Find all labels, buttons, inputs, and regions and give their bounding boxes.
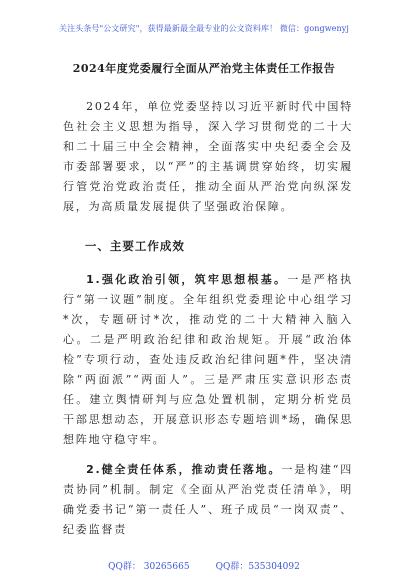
- footer-contacts: [0, 559, 408, 572]
- work-item-1-text: 一是严格执行“第一议题”制度。全年组织党委理论中心组学习*次，专题研讨*次，推动党的二十大精神入脑入心。二是严明政治纪律和政治规矩。开展“政治体检”专项行动，查处违反政治纪律问题*件，坚决清除“两面派”“两面人”。三是严肃压实意识形态责任。建立舆情研判与应急处置机制，定期分析党员干部思想动态，开展意识形态专题培训*场，确保思想阵地守稳守牢。: [63, 273, 354, 446]
- work-item-2-text: 一是构建“四责协同”机制。制定《全面从严治党责任清单》，明确党委书记“第一责任人”、班子成员“一岗双责”、纪委监督责: [63, 463, 353, 536]
- intro-paragraph: 2024年，单位党委坚持以习近平新时代中国特色社会主义思想为指导，深入学习贯彻党的二十大和二十届三中全会精神，全面落实中央纪委全会及市委部署要求，以“严”的主基调贯穿始终，切实履行管党治党政治责任，推动全面从严治党向纵深发展，为高质量发展提供了坚强政治保障。: [63, 100, 353, 213]
- section-heading: 一、主要工作成效: [84, 239, 185, 253]
- work-item-2-lead: 2.健全责任体系，推动责任落地。: [86, 463, 282, 476]
- promo-header: 关注头条号"公文研究"，获得最新最全最专业的公文资料库！ 微信：gongwenyj: [59, 24, 349, 33]
- work-item-2: [63, 460, 353, 540]
- footer-qq-group-1: QQ群： 30265665: [108, 562, 190, 572]
- work-item-1-lead: 1.强化政治引领，筑牢思想根基。: [86, 273, 288, 286]
- document-title: 2024年度党委履行全面从严治党主体责任工作报告: [72, 62, 336, 75]
- work-item-1: [63, 270, 353, 450]
- footer-qq-group-2: QQ群：535304092: [215, 562, 300, 572]
